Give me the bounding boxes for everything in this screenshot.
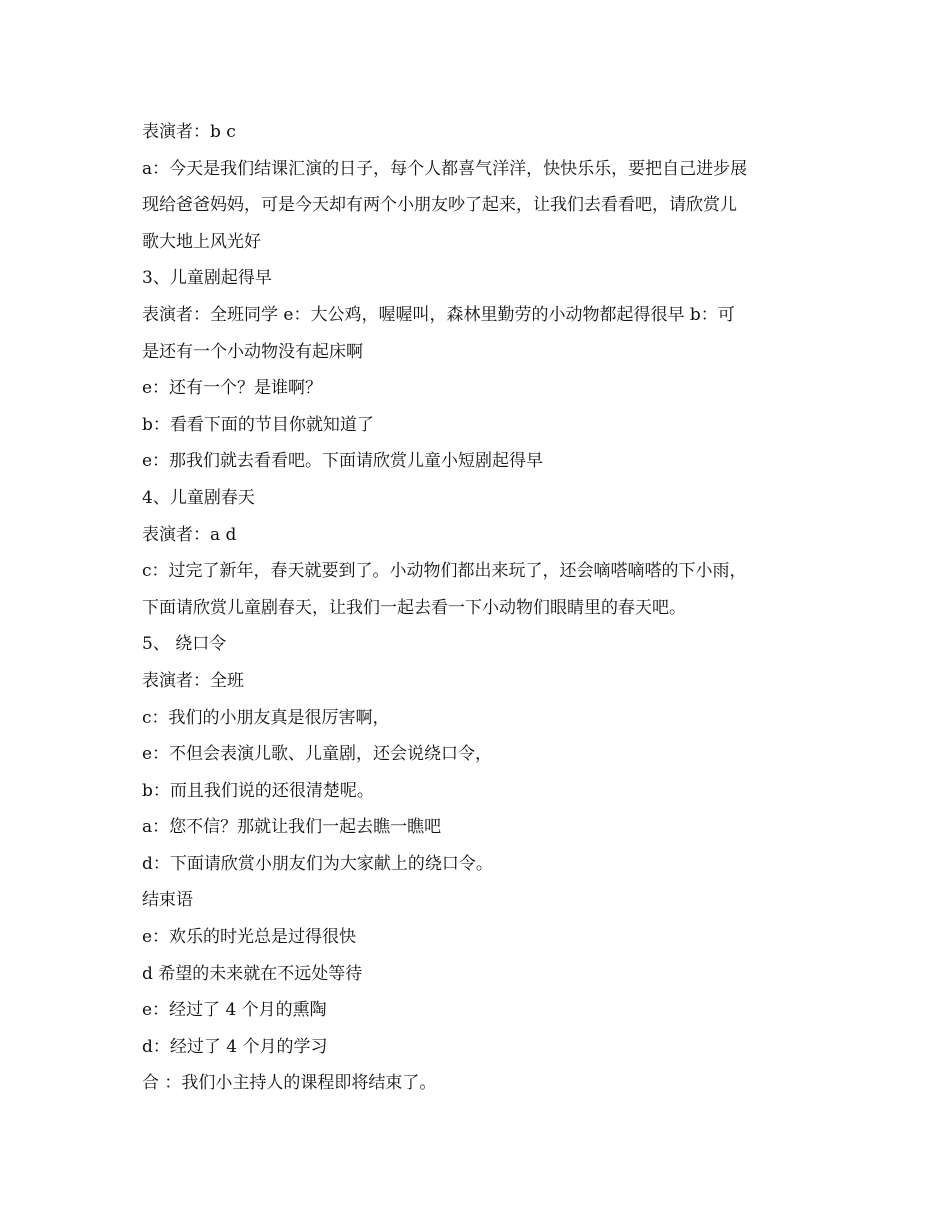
dialogue-line: 歌大地上风光好 <box>142 231 261 252</box>
document-body <box>142 114 822 1102</box>
section-heading: 结束语 <box>142 890 193 911</box>
dialogue-line: e：欢乐的时光总是过得很快 <box>142 927 357 948</box>
dialogue-line: 是还有一个小动物没有起床啊 <box>142 341 363 362</box>
dialogue-line: e：不但会表演儿歌、儿童剧，还会说绕口令， <box>142 744 493 765</box>
dialogue-line: e：那我们就去看看吧。下面请欣赏儿童小短剧起得早 <box>142 451 544 472</box>
dialogue-line: 下面请欣赏儿童剧春天，让我们一起去看一下小动物们眼睛里的春天吧。 <box>142 597 686 618</box>
performer-line: 表演者：全班同学 e：大公鸡，喔喔叫，森林里勤劳的小动物都起得很早 b：可 <box>142 304 735 325</box>
dialogue-line: 现给爸爸妈妈，可是今天却有两个小朋友吵了起来，让我们去看看吧，请欣赏儿 <box>142 195 737 216</box>
dialogue-line: d 希望的未来就在不远处等待 <box>142 963 363 984</box>
dialogue-line: e：经过了 4 个月的熏陶 <box>142 1000 327 1021</box>
section-heading: 3、儿童剧起得早 <box>142 268 272 289</box>
section-heading: 4、儿童剧春天 <box>142 487 255 508</box>
dialogue-line: d：下面请欣赏小朋友们为大家献上的绕口令。 <box>142 853 493 874</box>
section-heading: 5、 绕口令 <box>142 634 227 655</box>
dialogue-line: d：经过了 4 个月的学习 <box>142 1036 328 1057</box>
dialogue-line: 合 ：我们小主持人的课程即将结束了。 <box>142 1073 437 1094</box>
dialogue-line: c：我们的小朋友真是很厉害啊， <box>142 707 390 728</box>
dialogue-line: e：还有一个？是谁啊？ <box>142 378 323 399</box>
dialogue-line: c：过完了新年，春天就要到了。小动物们都出来玩了，还会嘀嗒嘀嗒的下小雨， <box>142 561 747 582</box>
dialogue-line: b：而且我们说的还很清楚呢。 <box>142 780 374 801</box>
dialogue-line: a：今天是我们结课汇演的日子，每个人都喜气洋洋，快快乐乐，要把自己进步展 <box>142 158 748 179</box>
dialogue-line: a：您不信？那就让我们一起去瞧一瞧吧 <box>142 817 442 838</box>
performer-line: 表演者：b c <box>142 122 236 142</box>
performer-line: 表演者：a d <box>142 524 237 545</box>
dialogue-line: b：看看下面的节目你就知道了 <box>142 414 374 435</box>
performer-line: 表演者：全班 <box>142 670 244 691</box>
